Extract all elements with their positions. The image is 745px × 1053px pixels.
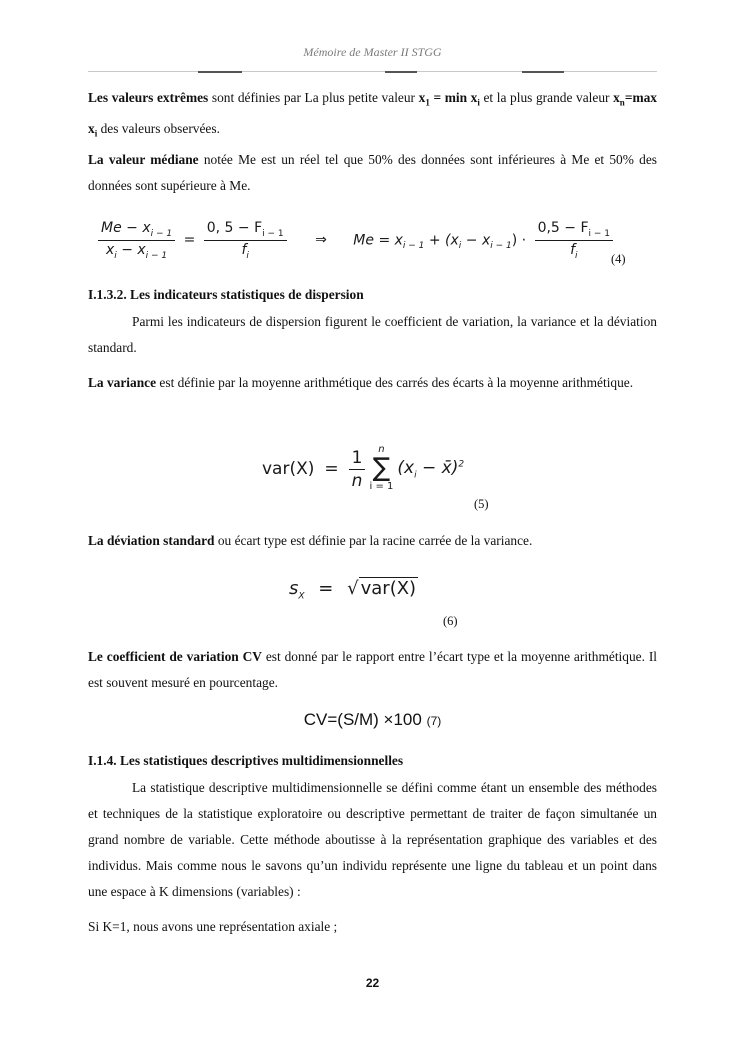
section-heading: I.1.3.2. Les indicateurs statistiques de dispersion: [88, 287, 364, 302]
subscript: i − 1: [150, 228, 173, 239]
running-header: Mémoire de Master II STGG: [303, 45, 442, 59]
term-standard-deviation: La déviation standard: [88, 533, 215, 548]
equation-number: (6): [443, 614, 458, 628]
subscript: i: [414, 470, 417, 481]
math-text: 1: [349, 448, 366, 470]
subscript: i − 1: [145, 250, 168, 261]
paragraph-dispersion-intro: Parmi les indicateurs de dispersion figurent le coefficient de variation, la variance et la déviation standard.: [88, 314, 657, 355]
fraction: [98, 220, 175, 261]
paragraph-variance: [88, 370, 657, 396]
term-median: La valeur médiane: [88, 152, 199, 167]
math-text: + (x: [424, 232, 459, 249]
equation-variance: [262, 445, 464, 493]
fraction: [349, 448, 366, 491]
paragraph-extreme-values: [88, 85, 657, 146]
math-text: var(X): [262, 459, 315, 479]
subscript: i: [94, 128, 98, 139]
sigma-icon: ∑: [372, 453, 391, 483]
math-text: n: [351, 470, 363, 491]
equals-sign: =: [183, 232, 196, 249]
math-text: f: [241, 241, 247, 258]
term-coefficient-variation: Le coefficient de variation CV: [88, 649, 262, 664]
subscript: i − 1: [588, 228, 611, 239]
math-text: x: [105, 241, 115, 258]
math-text: 0, 5 − F: [206, 220, 263, 236]
math-text: − x̄): [416, 457, 459, 478]
term-variance: La variance: [88, 375, 157, 390]
square-root-icon: √: [347, 578, 359, 599]
header-rule-accent: [198, 71, 242, 73]
subscript: i: [458, 241, 462, 252]
text: est donné par le rapport entre l’écart type et la moyenne arithmétique. Il est souvent mesuré en pourcentage.: [88, 649, 657, 690]
paragraph-axial: Si K=1, nous avons une représentation axiale ;: [88, 919, 338, 934]
header-rule: [88, 71, 657, 72]
superscript: 2: [458, 459, 465, 470]
subscript: X: [298, 591, 305, 602]
equation-cv: [0, 710, 745, 730]
text: des valeurs observées.: [97, 120, 220, 136]
header-rule-accent: [522, 71, 564, 73]
text: sont définies par La plus petite valeur: [208, 90, 419, 105]
equals-sign: =: [324, 459, 339, 479]
math-text: s: [289, 578, 299, 599]
math-text: − x: [461, 232, 491, 249]
text: notée Me est un réel tel que 50% des données sont inférieures à Me et 50% des données sont supérieure à Me.: [88, 152, 657, 193]
equation-median: [98, 220, 613, 261]
math-text: 0,5 − F: [537, 220, 589, 236]
subscript: n: [619, 97, 625, 108]
equation-number: (5): [474, 497, 489, 511]
summation: [369, 445, 393, 493]
math-text: CV=(S/M) ×100: [303, 710, 422, 729]
equals-sign: =: [318, 578, 334, 599]
equation-number: (4): [611, 252, 626, 266]
equation-std-deviation: [289, 578, 418, 602]
header-rule-accent: [385, 71, 417, 73]
equation-number: (7): [426, 714, 442, 728]
subscript: i − 1: [262, 228, 284, 239]
page-number: 22: [365, 976, 380, 990]
subscript: 1: [425, 97, 430, 108]
fraction: [535, 220, 613, 261]
math-text: f: [570, 241, 575, 258]
math-text: X: [296, 459, 308, 479]
math-text: (x: [397, 457, 415, 478]
symbol: = min x: [429, 90, 478, 105]
text: ou écart type est définie par la racine carrée de la variance.: [214, 533, 533, 548]
paragraph-median: [88, 147, 657, 199]
subscript: i − 1: [490, 241, 512, 252]
math-text: var(X): [360, 578, 417, 599]
sum-lower-bound: i = 1: [369, 481, 394, 492]
paragraph-cv: [88, 644, 657, 696]
subscript: i − 1: [402, 241, 425, 252]
paragraph-std-deviation: [88, 528, 657, 554]
section-heading: I.1.4. Les statistiques descriptives multidimensionnelles: [88, 753, 404, 768]
symbol: x: [613, 90, 620, 105]
subscript: i: [477, 97, 480, 108]
math-text: ) ·: [511, 232, 527, 249]
subscript: i: [114, 250, 117, 261]
term-extreme-values: Les valeurs extrêmes: [88, 90, 209, 105]
implies-arrow-icon: ⇒: [315, 232, 327, 249]
symbol: x: [418, 90, 426, 105]
sum-upper-bound: n: [378, 444, 385, 455]
math-text: Me − x: [101, 220, 151, 236]
math-text: − x: [116, 241, 146, 258]
paragraph-multidimensional: La statistique descriptive multidimensionnelle se défini comme étant un ensemble des méthodes et techniques de la statistique exploratoire ou descriptive permettant de traiter de façon simultanée un grand nombre de variable. Cette méthode aboutisse à la représentation graphique des variables et des individus. Mais comme nous le savons qu’un individu représente une ligne du tableau et un point dans une espace à K dimensions (variables) :: [88, 780, 657, 899]
subscript: i: [575, 250, 578, 261]
subscript: i: [246, 250, 249, 261]
text: et la plus grande valeur: [479, 90, 614, 105]
math-text: Me = x: [353, 232, 403, 249]
symbol: =max x: [88, 90, 657, 136]
fraction: [204, 220, 287, 261]
text: est définie par la moyenne arithmétique des carrés des écarts à la moyenne arithmétique.: [156, 375, 634, 390]
